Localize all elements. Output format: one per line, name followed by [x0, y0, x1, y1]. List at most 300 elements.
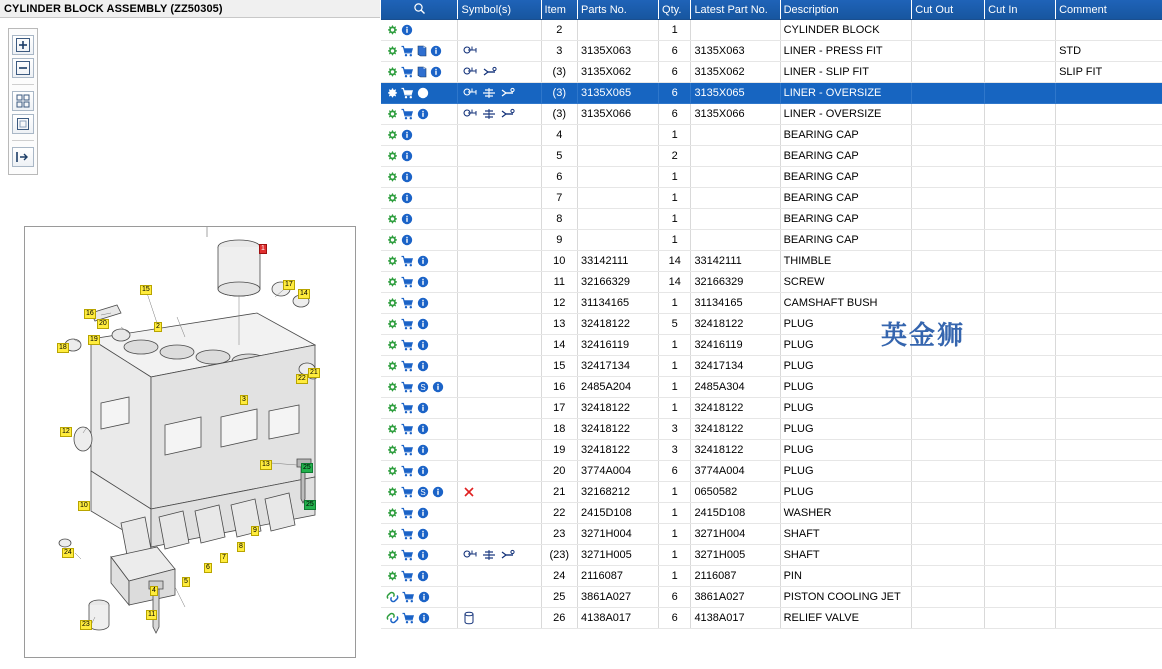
- row-actions[interactable]: [381, 608, 458, 629]
- row-actions[interactable]: [381, 293, 458, 314]
- col-symbols[interactable]: Symbol(s): [458, 0, 541, 20]
- cell-description: PLUG: [780, 461, 912, 482]
- row-actions[interactable]: [381, 104, 458, 125]
- col-cut-in[interactable]: Cut In: [985, 0, 1056, 20]
- table-row[interactable]: [381, 398, 1162, 419]
- gear-icon[interactable]: [386, 465, 398, 477]
- link-icon[interactable]: [386, 591, 399, 603]
- table-row[interactable]: [381, 125, 1162, 146]
- cell-description: BEARING CAP: [780, 146, 912, 167]
- row-actions[interactable]: [381, 440, 458, 461]
- cell-qty: 1: [659, 503, 691, 524]
- table-row[interactable]: [381, 188, 1162, 209]
- cell-qty: 1: [659, 524, 691, 545]
- info-icon[interactable]: [417, 465, 429, 477]
- table-row[interactable]: [381, 419, 1162, 440]
- gear-icon[interactable]: [386, 66, 398, 78]
- cell-parts-no: 32418122: [578, 398, 659, 419]
- cell-comment: [1056, 440, 1162, 461]
- cell-parts-no: 33142111: [578, 251, 659, 272]
- cell-latest-part-no: 32418122: [691, 440, 780, 461]
- row-actions[interactable]: [381, 251, 458, 272]
- row-symbols: [458, 62, 541, 83]
- cell-description: PLUG: [780, 419, 912, 440]
- row-actions[interactable]: [381, 188, 458, 209]
- table-row[interactable]: [381, 461, 1162, 482]
- row-actions[interactable]: [381, 41, 458, 62]
- cell-parts-no: 32416119: [578, 335, 659, 356]
- gear-icon[interactable]: [386, 528, 398, 540]
- gear-icon[interactable]: [386, 171, 398, 183]
- callout-label: 20: [99, 320, 107, 327]
- cell-parts-no: 32418122: [578, 314, 659, 335]
- cell-qty: 1: [659, 209, 691, 230]
- cell-item: 4: [541, 125, 577, 146]
- parts-table-body: [381, 20, 1162, 629]
- col-comment[interactable]: Comment: [1056, 0, 1162, 20]
- gear-icon[interactable]: [386, 24, 398, 36]
- press-icon: [481, 86, 497, 100]
- s-icon[interactable]: [417, 381, 429, 393]
- cell-item: 12: [541, 293, 577, 314]
- info-icon[interactable]: [432, 486, 444, 498]
- cell-parts-no: 32417134: [578, 356, 659, 377]
- cart-icon[interactable]: [401, 255, 414, 267]
- cell-cut-out: [912, 188, 985, 209]
- cart-icon[interactable]: [401, 381, 414, 393]
- cell-cut-out: [912, 587, 985, 608]
- cell-cut-out: [912, 503, 985, 524]
- row-actions[interactable]: [381, 272, 458, 293]
- gear-icon[interactable]: [386, 234, 398, 246]
- cell-qty: 1: [659, 398, 691, 419]
- cell-qty: 1: [659, 482, 691, 503]
- info-icon[interactable]: [432, 381, 444, 393]
- gear-icon[interactable]: [386, 108, 398, 120]
- cell-qty: 2: [659, 146, 691, 167]
- cell-cut-in: [985, 608, 1056, 629]
- cell-description: LINER - OVERSIZE: [780, 104, 912, 125]
- row-symbols: [458, 20, 541, 41]
- cell-cut-out: [912, 566, 985, 587]
- wrench-icon: [499, 548, 515, 562]
- table-row[interactable]: [381, 293, 1162, 314]
- cell-cut-out: [912, 272, 985, 293]
- info-icon[interactable]: [418, 591, 430, 603]
- callout-label-selected: 1: [261, 245, 265, 252]
- cell-comment: [1056, 503, 1162, 524]
- cart-icon[interactable]: [401, 507, 414, 519]
- table-row[interactable]: [381, 314, 1162, 335]
- cell-qty: 1: [659, 188, 691, 209]
- cart-icon[interactable]: [401, 276, 414, 288]
- gear-icon[interactable]: [386, 213, 398, 225]
- row-symbols: [458, 608, 541, 629]
- cart-icon[interactable]: [401, 528, 414, 540]
- gear-icon[interactable]: [386, 318, 398, 330]
- gear-icon[interactable]: [386, 45, 398, 57]
- info-icon[interactable]: [417, 444, 429, 456]
- table-row[interactable]: [381, 230, 1162, 251]
- gear-icon[interactable]: [386, 129, 398, 141]
- cell-comment: [1056, 545, 1162, 566]
- row-symbols: [458, 503, 541, 524]
- search-parts-icon[interactable]: [413, 6, 426, 18]
- callout-label: 3: [242, 396, 246, 403]
- cell-qty: 6: [659, 41, 691, 62]
- cell-comment: [1056, 356, 1162, 377]
- info-icon[interactable]: [417, 360, 429, 372]
- gear-icon[interactable]: [386, 276, 398, 288]
- cell-parts-no: 2116087: [578, 566, 659, 587]
- row-actions[interactable]: [381, 335, 458, 356]
- cell-comment: [1056, 209, 1162, 230]
- cell-item: 22: [541, 503, 577, 524]
- info-icon[interactable]: [417, 297, 429, 309]
- col-actions[interactable]: [381, 0, 458, 20]
- info-icon[interactable]: [417, 318, 429, 330]
- cell-latest-part-no: 32417134: [691, 356, 780, 377]
- cell-parts-no: [578, 20, 659, 41]
- cell-cut-out: [912, 608, 985, 629]
- row-actions[interactable]: [381, 356, 458, 377]
- row-actions[interactable]: [381, 83, 458, 104]
- cell-comment: [1056, 608, 1162, 629]
- table-row[interactable]: [381, 503, 1162, 524]
- cell-comment: [1056, 83, 1162, 104]
- zoom-out-icon[interactable]: [12, 58, 34, 78]
- cell-comment: [1056, 146, 1162, 167]
- info-icon[interactable]: [417, 276, 429, 288]
- col-item[interactable]: Item: [541, 0, 577, 20]
- cart-icon[interactable]: [401, 339, 414, 351]
- cart-icon[interactable]: [401, 423, 414, 435]
- cell-cut-in: [985, 20, 1056, 41]
- cell-parts-no: 3135X066: [578, 104, 659, 125]
- table-row[interactable]: [381, 104, 1162, 125]
- gear-icon[interactable]: [386, 360, 398, 372]
- gear-icon[interactable]: [386, 423, 398, 435]
- callout-label: 14: [300, 290, 308, 297]
- cell-description: LINER - PRESS FIT: [780, 41, 912, 62]
- expand-panel-icon[interactable]: [12, 147, 34, 167]
- table-row[interactable]: [381, 587, 1162, 608]
- info-icon[interactable]: [417, 108, 429, 120]
- cell-parts-no: [578, 230, 659, 251]
- row-actions[interactable]: [381, 524, 458, 545]
- table-row[interactable]: [381, 335, 1162, 356]
- diagram-viewer-pane: [0, 18, 380, 669]
- table-row[interactable]: [381, 608, 1162, 629]
- info-icon[interactable]: [401, 24, 413, 36]
- row-symbols: [458, 461, 541, 482]
- watermark-text: 英金狮: [881, 321, 966, 351]
- cell-cut-in: [985, 566, 1056, 587]
- callout-label: 16: [86, 310, 94, 317]
- cell-cut-in: [985, 356, 1056, 377]
- cell-description: PLUG: [780, 482, 912, 503]
- cart-icon[interactable]: [401, 465, 414, 477]
- cell-qty: 3: [659, 440, 691, 461]
- table-header-row: [381, 0, 1162, 20]
- cart-icon[interactable]: [401, 108, 414, 120]
- cell-comment: [1056, 566, 1162, 587]
- row-actions[interactable]: [381, 146, 458, 167]
- cell-item: 10: [541, 251, 577, 272]
- callout-label: 19: [90, 336, 98, 343]
- info-icon[interactable]: [417, 402, 429, 414]
- cell-cut-in: [985, 419, 1056, 440]
- cell-comment: [1056, 125, 1162, 146]
- cell-parts-no: 31134165: [578, 293, 659, 314]
- callout-label: 17: [285, 281, 293, 288]
- table-row[interactable]: [381, 545, 1162, 566]
- cell-item: 6: [541, 167, 577, 188]
- cell-parts-no: [578, 188, 659, 209]
- cell-comment: [1056, 419, 1162, 440]
- row-actions[interactable]: [381, 398, 458, 419]
- cell-latest-part-no: [691, 209, 780, 230]
- cell-description: PLUG: [780, 335, 912, 356]
- table-row[interactable]: [381, 41, 1162, 62]
- table-row[interactable]: [381, 209, 1162, 230]
- info-icon[interactable]: [417, 87, 429, 99]
- table-row[interactable]: [381, 146, 1162, 167]
- table-row[interactable]: [381, 251, 1162, 272]
- cell-comment: [1056, 587, 1162, 608]
- cell-item: 9: [541, 230, 577, 251]
- gear-icon[interactable]: [386, 297, 398, 309]
- cart-icon[interactable]: [401, 45, 414, 57]
- cell-qty: 6: [659, 587, 691, 608]
- table-row[interactable]: [381, 566, 1162, 587]
- info-icon[interactable]: [401, 150, 413, 162]
- cell-latest-part-no: 32416119: [691, 335, 780, 356]
- callout-label: 7: [222, 554, 226, 561]
- table-row[interactable]: [381, 524, 1162, 545]
- cart-icon[interactable]: [401, 486, 414, 498]
- cell-latest-part-no: [691, 146, 780, 167]
- table-row[interactable]: [381, 377, 1162, 398]
- cell-latest-part-no: 32166329: [691, 272, 780, 293]
- cart-icon[interactable]: [401, 549, 414, 561]
- link-icon[interactable]: [386, 612, 399, 624]
- row-actions[interactable]: [381, 419, 458, 440]
- cell-cut-out: [912, 293, 985, 314]
- viewer-toolbar: [8, 28, 38, 175]
- info-icon[interactable]: [401, 192, 413, 204]
- cell-cut-in: [985, 398, 1056, 419]
- table-row[interactable]: [381, 62, 1162, 83]
- cell-item: 15: [541, 356, 577, 377]
- cell-description: PIN: [780, 566, 912, 587]
- row-actions[interactable]: [381, 20, 458, 41]
- info-icon[interactable]: [430, 66, 442, 78]
- callout-label: 5: [184, 578, 188, 585]
- row-actions[interactable]: [381, 377, 458, 398]
- row-symbols: [458, 104, 541, 125]
- info-icon[interactable]: [417, 507, 429, 519]
- info-icon[interactable]: [417, 339, 429, 351]
- cell-item: 2: [541, 20, 577, 41]
- row-symbols: [458, 419, 541, 440]
- book-icon[interactable]: [417, 45, 427, 57]
- row-actions[interactable]: [381, 230, 458, 251]
- cell-description: PLUG: [780, 398, 912, 419]
- gear-icon[interactable]: [386, 444, 398, 456]
- cell-comment: [1056, 230, 1162, 251]
- callout-label-highlight: 25: [303, 464, 311, 471]
- cell-cut-out: [912, 146, 985, 167]
- col-parts-no[interactable]: Parts No.: [578, 0, 659, 20]
- cell-item: 17: [541, 398, 577, 419]
- cell-cut-in: [985, 146, 1056, 167]
- gear-icon[interactable]: [386, 87, 398, 99]
- zoom-in-icon[interactable]: [12, 35, 34, 55]
- row-symbols: [458, 83, 541, 104]
- row-actions[interactable]: [381, 125, 458, 146]
- grid-view-icon[interactable]: [12, 91, 34, 111]
- gear-icon[interactable]: [386, 381, 398, 393]
- cart-icon[interactable]: [401, 66, 414, 78]
- gear-icon[interactable]: [386, 339, 398, 351]
- s-icon[interactable]: [417, 486, 429, 498]
- cell-item: 18: [541, 419, 577, 440]
- gear-icon[interactable]: [386, 255, 398, 267]
- row-actions[interactable]: [381, 503, 458, 524]
- row-symbols: [458, 251, 541, 272]
- cell-item: 19: [541, 440, 577, 461]
- callout-label: 22: [298, 375, 306, 382]
- gear-icon[interactable]: [386, 150, 398, 162]
- row-actions[interactable]: [381, 461, 458, 482]
- callout-label: 6: [206, 564, 210, 571]
- parts-table-pane[interactable]: [381, 0, 1162, 669]
- cell-comment: STD: [1056, 41, 1162, 62]
- cell-description: PLUG: [780, 440, 912, 461]
- cell-latest-part-no: 3135X063: [691, 41, 780, 62]
- cell-comment: SLIP FIT: [1056, 62, 1162, 83]
- cell-latest-part-no: [691, 125, 780, 146]
- col-latest-part-no[interactable]: Latest Part No.: [691, 0, 780, 20]
- row-actions[interactable]: [381, 587, 458, 608]
- cell-cut-out: [912, 230, 985, 251]
- cart-icon[interactable]: [401, 297, 414, 309]
- callout-label: 18: [59, 344, 67, 351]
- cell-comment: [1056, 20, 1162, 41]
- gear-icon[interactable]: [386, 549, 398, 561]
- gear-icon[interactable]: [386, 486, 398, 498]
- cell-description: WASHER: [780, 503, 912, 524]
- cell-latest-part-no: 32418122: [691, 398, 780, 419]
- table-row[interactable]: [381, 440, 1162, 461]
- cell-cut-out: [912, 356, 985, 377]
- cart-icon[interactable]: [401, 87, 414, 99]
- callout-label: 11: [148, 611, 156, 618]
- col-qty[interactable]: Qty.: [659, 0, 691, 20]
- row-actions[interactable]: [381, 314, 458, 335]
- cell-cut-out: [912, 209, 985, 230]
- fit-page-icon[interactable]: [12, 114, 34, 134]
- info-icon[interactable]: [401, 213, 413, 225]
- row-symbols: [458, 566, 541, 587]
- thread-icon: [463, 65, 479, 79]
- info-icon[interactable]: [417, 423, 429, 435]
- cell-item: 13: [541, 314, 577, 335]
- wrench-icon: [481, 65, 497, 79]
- cell-qty: 1: [659, 566, 691, 587]
- table-row[interactable]: [381, 272, 1162, 293]
- row-actions[interactable]: [381, 545, 458, 566]
- cell-qty: 1: [659, 335, 691, 356]
- table-row[interactable]: [381, 356, 1162, 377]
- gear-icon[interactable]: [386, 570, 398, 582]
- cell-comment: [1056, 314, 1162, 335]
- cell-item: (3): [541, 62, 577, 83]
- table-row[interactable]: [381, 20, 1162, 41]
- table-row[interactable]: [381, 482, 1162, 503]
- cart-icon[interactable]: [402, 591, 415, 603]
- cell-latest-part-no: [691, 188, 780, 209]
- row-symbols: [458, 377, 541, 398]
- info-icon[interactable]: [401, 171, 413, 183]
- cart-icon[interactable]: [401, 570, 414, 582]
- cell-item: 7: [541, 188, 577, 209]
- cell-cut-in: [985, 62, 1056, 83]
- table-row[interactable]: [381, 167, 1162, 188]
- cell-cut-in: [985, 209, 1056, 230]
- gear-icon[interactable]: [386, 507, 398, 519]
- cell-qty: 6: [659, 83, 691, 104]
- cell-cut-out: [912, 335, 985, 356]
- row-actions[interactable]: [381, 566, 458, 587]
- col-cut-out[interactable]: Cut Out: [912, 0, 985, 20]
- cell-item: 21: [541, 482, 577, 503]
- cell-parts-no: 3774A004: [578, 461, 659, 482]
- book-icon[interactable]: [417, 66, 427, 78]
- info-icon[interactable]: [417, 528, 429, 540]
- info-icon[interactable]: [417, 255, 429, 267]
- cart-icon[interactable]: [401, 402, 414, 414]
- cart-icon[interactable]: [402, 612, 415, 624]
- row-actions[interactable]: [381, 482, 458, 503]
- info-icon[interactable]: [417, 549, 429, 561]
- info-icon[interactable]: [401, 129, 413, 141]
- info-icon[interactable]: [401, 234, 413, 246]
- cell-description: PLUG: [780, 377, 912, 398]
- row-symbols: [458, 545, 541, 566]
- cart-icon[interactable]: [401, 318, 414, 330]
- info-icon[interactable]: [417, 570, 429, 582]
- cell-cut-out: [912, 377, 985, 398]
- row-symbols: [458, 41, 541, 62]
- gear-icon[interactable]: [386, 402, 398, 414]
- callout-label: 15: [142, 286, 150, 293]
- cell-comment: [1056, 377, 1162, 398]
- info-icon[interactable]: [418, 612, 430, 624]
- row-actions[interactable]: [381, 167, 458, 188]
- row-actions[interactable]: [381, 209, 458, 230]
- col-description[interactable]: Description: [780, 0, 912, 20]
- cart-icon[interactable]: [401, 444, 414, 456]
- row-actions[interactable]: [381, 62, 458, 83]
- cart-icon[interactable]: [401, 360, 414, 372]
- cell-description: BEARING CAP: [780, 167, 912, 188]
- info-icon[interactable]: [430, 45, 442, 57]
- table-row[interactable]: [381, 83, 1162, 104]
- cell-cut-out: [912, 440, 985, 461]
- gear-icon[interactable]: [386, 192, 398, 204]
